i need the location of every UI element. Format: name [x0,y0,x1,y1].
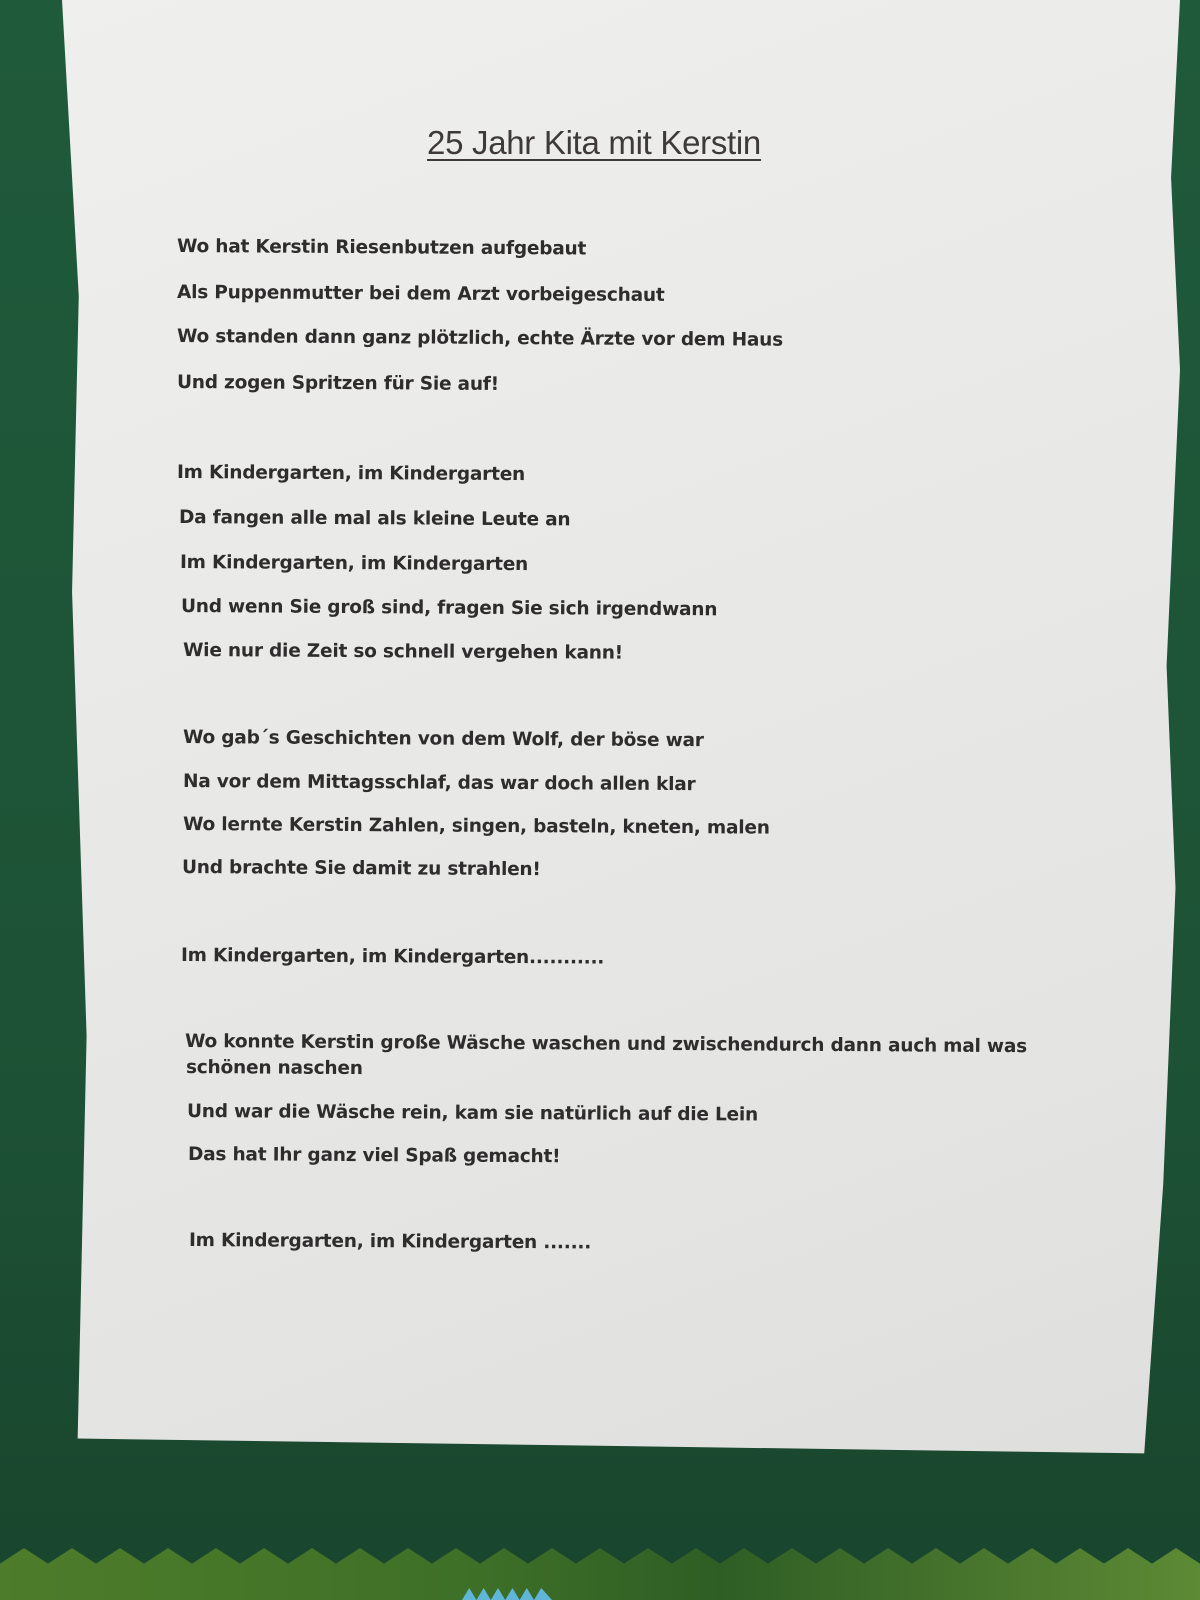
poem-line: Das hat Ihr ganz viel Spaß gemacht! [187,1144,561,1168]
poem-line: Im Kindergarten, im Kindergarten........... [180,945,605,969]
zigzag-border [0,1548,1200,1600]
poem-line: schönen naschen [185,1057,363,1080]
poem-line: Und brachte Sie damit zu strahlen! [181,857,541,881]
poem-line: Im Kindergarten, im Kindergarten [179,552,529,576]
poem-line: Im Kindergarten, im Kindergarten [176,462,526,486]
poem-line: Wo gab´s Geschichten von dem Wolf, der böse war [182,727,704,752]
poem-line: Na vor dem Mittagsschlaf, das war doch allen klar [182,771,696,796]
poem-line: Und zogen Spritzen für Sie auf! [176,372,499,395]
poem-line: Und wenn Sie groß sind, fragen Sie sich irgendwann [180,596,718,621]
poem-line: Im Kindergarten, im Kindergarten ....... [188,1230,592,1254]
poem-line: Wo standen dann ganz plötzlich, echte Ärzte vor dem Haus [176,326,784,351]
poem-line: Als Puppenmutter bei dem Arzt vorbeigeschaut [176,282,665,306]
poem-line: Wo konnte Kerstin große Wäsche waschen und zwischendurch dann auch mal was [184,1031,1028,1058]
poem-line: Wo hat Kerstin Riesenbutzen aufgebaut [176,236,587,260]
poem-title: 25 Jahr Kita mit Kerstin [427,124,761,161]
poem-line: Da fangen alle mal als kleine Leute an [178,507,571,531]
poem-line: Und war die Wäsche rein, kam sie natürlich auf die Lein [186,1101,759,1126]
poem-line: Wie nur die Zeit so schnell vergehen kann! [182,640,624,664]
poem-line: Wo lernte Kerstin Zahlen, singen, basteln, kneten, malen [182,814,770,839]
